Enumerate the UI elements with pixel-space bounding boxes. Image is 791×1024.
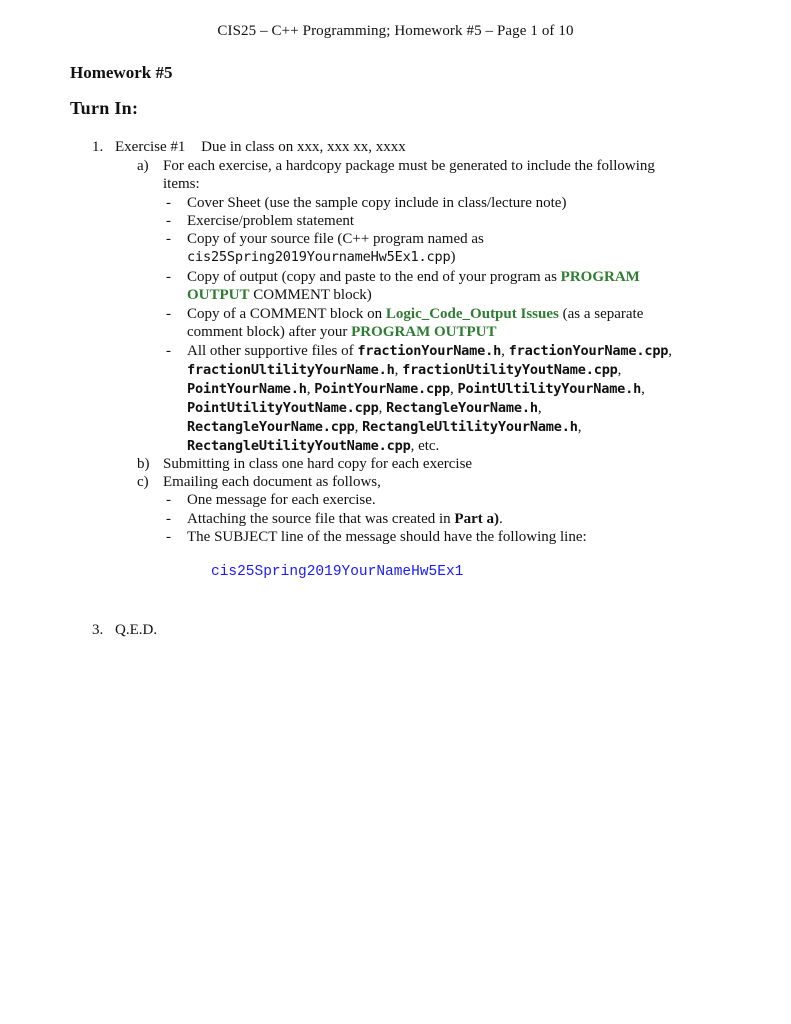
- file-name: RectangleYourName.cpp: [187, 419, 355, 435]
- bullet-problem-statement: Exercise/problem statement: [187, 213, 355, 229]
- email-subject-text: cis25Spring2019YourNameHw5Ex1: [211, 564, 464, 580]
- due-date-text: Due in class on xxx, xxx xx, xxxx: [201, 139, 406, 155]
- bullet-dash: -: [166, 269, 171, 285]
- bullet-supportive-files: All other supportive files of fractionYourName.h, fractionYourName.cpp,: [187, 343, 673, 359]
- output-text: Copy of output (copy and paste to the end of your program as: [187, 269, 561, 285]
- file-name: fractionYourName.cpp: [508, 343, 669, 359]
- bullet-subject-line: The SUBJECT line of the message should have the following line:: [187, 529, 587, 545]
- paren-close: ): [450, 249, 456, 265]
- list-item-1: [92, 138, 406, 156]
- section-heading-turn-in: Turn In:: [70, 98, 139, 118]
- comment-block-text: COMMENT block): [249, 287, 372, 303]
- bullet-dash: -: [166, 492, 171, 508]
- logic-cont-text: comment block) after your: [187, 324, 352, 340]
- program-output-keyword: PROGRAM OUTPUT: [351, 324, 497, 340]
- file-name: fractionUltilityYourName.h: [187, 362, 395, 378]
- logic-text: Copy of a COMMENT block on: [187, 306, 386, 322]
- etc-text: etc.: [418, 438, 440, 454]
- file-name: RectangleUltilityYourName.h: [362, 419, 578, 435]
- bullet-dash: -: [166, 213, 171, 229]
- file-list-line: PointUtilityYoutName.cpp, RectangleYourName.h,: [187, 400, 542, 416]
- bullet-source-file: Copy of your source file (C++ program named as: [187, 231, 484, 247]
- list-item-3: [92, 621, 157, 639]
- source-filename-line: [187, 248, 455, 266]
- bullet-logic-issues-cont: [187, 323, 497, 341]
- bullet-output-cont: [187, 286, 372, 304]
- period: .: [498, 511, 503, 527]
- program-keyword: PROGRAM: [560, 269, 640, 285]
- bullet-dash: -: [166, 529, 171, 545]
- file-name: PointYourName.cpp: [314, 381, 450, 397]
- file-list-line: RectangleUtilityYoutName.cpp, etc.: [187, 438, 440, 454]
- exercise-label: Exercise #1: [115, 139, 186, 155]
- bullet-dash: -: [166, 343, 171, 359]
- bullet-dash: -: [166, 511, 171, 527]
- bullet-cover-sheet: Cover Sheet (use the sample copy include in class/lecture note): [187, 195, 567, 211]
- bullet-output: [187, 268, 640, 286]
- sub-item-a-marker: a): [137, 158, 149, 174]
- file-list-line: PointYourName.h, PointYourName.cpp, PointUltilityYourName.h,: [187, 381, 645, 397]
- sub-item-b-text: Submitting in class one hard copy for each exercise: [163, 456, 473, 472]
- file-list-line: fractionUltilityYourName.h, fractionUtilityYoutName.cpp,: [187, 362, 622, 378]
- bullet-dash: -: [166, 195, 171, 211]
- page-title: Homework #5: [70, 63, 173, 82]
- bullet-dash: -: [166, 306, 171, 322]
- sub-item-a-text: For each exercise, a hardcopy package must be generated to include the following: [163, 158, 655, 174]
- file-name: RectangleYourName.h: [386, 400, 538, 416]
- supportive-text: All other supportive files of: [187, 343, 358, 359]
- file-name: PointYourName.h: [187, 381, 307, 397]
- file-name: fractionUtilityYoutName.cpp: [402, 362, 618, 378]
- file-name: fractionYourName.h: [357, 343, 502, 359]
- qed-text: Q.E.D.: [115, 622, 158, 638]
- bullet-logic-issues: [187, 305, 643, 323]
- logic-keyword: Logic_Code_Output Issues: [385, 306, 559, 322]
- running-header: CIS25 – C++ Programming; Homework #5 – Page 1 of 10: [217, 23, 574, 39]
- logic-post: (as a separate: [558, 306, 644, 322]
- sub-item-c-text: Emailing each document as follows,: [163, 474, 381, 490]
- list-number: 1.: [92, 139, 104, 155]
- sub-item-c-marker: c): [137, 474, 149, 490]
- file-name: RectangleUtilityYoutName.cpp: [187, 438, 411, 454]
- bullet-attaching: [187, 510, 503, 528]
- file-list-line: RectangleYourName.cpp, RectangleUltilityYourName.h,: [187, 419, 582, 435]
- list-number: 3.: [92, 622, 104, 638]
- file-name: PointUltilityYourName.h: [457, 381, 642, 397]
- attaching-text: Attaching the source file that was created in: [187, 511, 455, 527]
- bullet-dash: -: [166, 231, 171, 247]
- part-a-ref: Part a): [454, 511, 499, 527]
- source-filename: cis25Spring2019YournameHw5Ex1.cpp: [187, 249, 451, 265]
- sub-item-a-text-cont: items:: [163, 176, 200, 192]
- sub-item-b-marker: b): [137, 456, 150, 472]
- bullet-one-message: One message for each exercise.: [187, 492, 376, 508]
- output-keyword: OUTPUT: [187, 287, 250, 303]
- file-name: PointUtilityYoutName.cpp: [187, 400, 379, 416]
